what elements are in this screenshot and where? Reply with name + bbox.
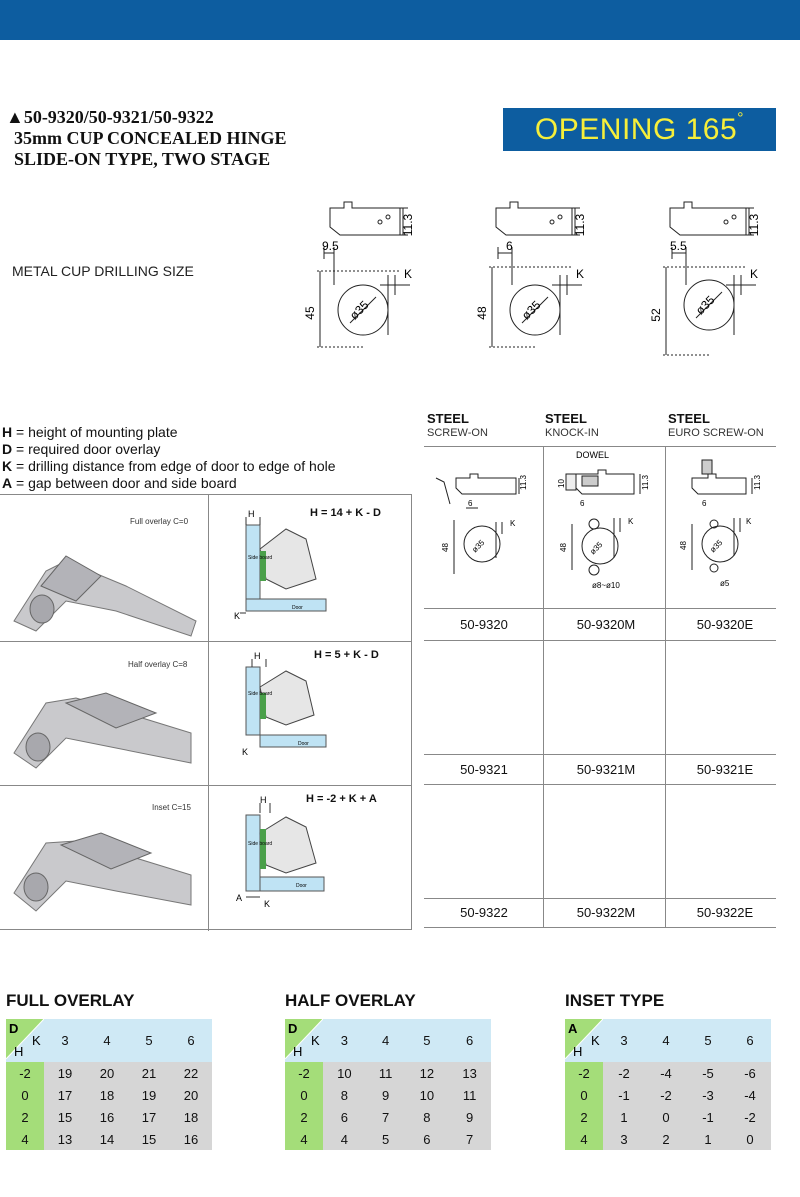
- top-banner: [0, 0, 800, 40]
- height-1: 45: [303, 306, 317, 320]
- height-3: 52: [649, 308, 663, 322]
- table-row: 2 1 0 -1 -2: [565, 1106, 771, 1128]
- degree-symbol: °: [737, 110, 745, 127]
- svg-text:H: H: [260, 795, 267, 805]
- table-corner: [565, 1019, 603, 1062]
- svg-text:11.3: 11.3: [519, 475, 528, 490]
- hinge-photo-2: [6, 673, 202, 783]
- table-row: -2 -2 -4 -5 -6: [565, 1062, 771, 1084]
- legend: [2, 424, 336, 492]
- table-row: 4 13 14 15 16: [6, 1128, 212, 1150]
- svg-text:ø35: ø35: [708, 538, 725, 555]
- svg-text:K: K: [264, 899, 271, 909]
- formula-2: H = 5 + K - D: [314, 649, 379, 661]
- drilling-size-label: METAL CUP DRILLING SIZE: [12, 263, 194, 279]
- svg-text:6: 6: [580, 499, 585, 508]
- svg-text:Side board: Side board: [248, 691, 273, 697]
- offset-3: 5.5: [670, 239, 687, 253]
- drilling-diagram-2: [472, 195, 602, 365]
- half-overlay-table: D K H 3 4 5 6 -2 10 11 12 13 0 8 9 10 11 2 6 7 8 9 4 4 5 6 7: [285, 1019, 491, 1150]
- overlay-caption-2: Half overlay C=8: [128, 660, 188, 669]
- svg-text:ø8~ø10: ø8~ø10: [592, 581, 620, 590]
- k-2: K: [576, 267, 585, 281]
- overlay-caption-3: Inset C=15: [152, 803, 191, 812]
- table-row: 4 4 5 6 7: [285, 1128, 491, 1150]
- installation-diagram-2: [226, 651, 336, 769]
- svg-text:H: H: [248, 509, 255, 519]
- model-50-9321M: 50-9321M: [576, 762, 636, 777]
- k-1: K: [404, 267, 413, 281]
- svg-text:K: K: [32, 1033, 41, 1048]
- title-models: ▲50-9320/50-9321/50-9322: [6, 107, 214, 127]
- table-row: 2 15 16 17 18: [6, 1106, 212, 1128]
- overlay-caption-1: Full overlay C=0: [130, 517, 189, 526]
- overlay-image-table: [0, 494, 412, 930]
- formula-1: H = 14 + K - D: [310, 507, 381, 519]
- svg-text:6: 6: [702, 499, 707, 508]
- plate-height-1: 11.3: [401, 213, 415, 237]
- dia-2: ø35: [518, 297, 544, 323]
- offset-1: 9.5: [322, 239, 339, 253]
- table-corner: [6, 1019, 44, 1062]
- plate-col-head-3: STEEL EURO SCREW-ON: [668, 411, 764, 439]
- svg-text:Door: Door: [292, 605, 303, 611]
- table-row: -2 10 11 12 13: [285, 1062, 491, 1084]
- svg-text:6: 6: [468, 499, 473, 508]
- table-row: 0 8 9 10 11: [285, 1084, 491, 1106]
- svg-text:H: H: [573, 1044, 583, 1059]
- svg-text:10: 10: [557, 479, 566, 488]
- formula-3: H = -2 + K + A: [306, 793, 377, 805]
- full-overlay-table: D K H 3 4 5 6 -2 19 20 21 22 0 17 18 19 20 2 15 16 17 18 4 13 14 15 16: [6, 1019, 212, 1150]
- svg-text:48: 48: [441, 543, 450, 552]
- model-50-9320M: 50-9320M: [576, 617, 636, 632]
- dowel-label: DOWEL: [576, 450, 610, 460]
- plate-height-2: 11.3: [573, 213, 587, 237]
- svg-text:Side board: Side board: [248, 841, 273, 847]
- installation-diagram-1: [226, 509, 336, 627]
- title-description: 35mm CUP CONCEALED HINGE: [14, 128, 287, 148]
- svg-text:48: 48: [559, 543, 568, 552]
- svg-text:H: H: [293, 1044, 303, 1059]
- half-overlay-title: HALF OVERLAY: [285, 991, 416, 1010]
- product-title: [6, 107, 287, 170]
- plate-height-3: 11.3: [747, 213, 761, 237]
- opening-label: OPENING 165: [534, 113, 738, 146]
- legend-item-d: D = required door overlay: [2, 441, 161, 457]
- svg-text:ø35: ø35: [588, 540, 605, 557]
- table-row: 0 -1 -2 -3 -4: [565, 1084, 771, 1106]
- table-row: 2 6 7 8 9: [285, 1106, 491, 1128]
- svg-text:K: K: [628, 517, 634, 526]
- svg-text:K: K: [311, 1033, 320, 1048]
- svg-text:A: A: [236, 893, 243, 903]
- inset-type-title: INSET TYPE: [565, 991, 665, 1010]
- svg-text:H: H: [254, 651, 261, 661]
- svg-text:H: H: [14, 1044, 24, 1059]
- svg-text:K: K: [242, 747, 249, 757]
- table-row: 4 3 2 1 0: [565, 1128, 771, 1150]
- plate-diagram-euro-screw-on: [668, 448, 778, 606]
- model-50-9320E: 50-9320E: [696, 617, 754, 632]
- model-50-9322E: 50-9322E: [696, 905, 754, 920]
- svg-text:ø35: ø35: [470, 538, 487, 555]
- model-50-9321E: 50-9321E: [696, 762, 754, 777]
- installation-diagram-3: [226, 793, 336, 917]
- full-overlay-title: FULL OVERLAY: [6, 991, 135, 1010]
- plate-col-head-2: STEEL KNOCK-IN: [545, 411, 599, 439]
- height-2: 48: [475, 306, 489, 320]
- legend-item-a: A = gap between door and side board: [2, 475, 237, 491]
- model-50-9322: 50-9322: [460, 905, 508, 920]
- table-row: -2 19 20 21 22: [6, 1062, 212, 1084]
- svg-text:Door: Door: [298, 741, 309, 747]
- hinge-photo-3: [6, 813, 202, 923]
- hinge-photo-1: [6, 531, 202, 641]
- inset-type-table: A K H 3 4 5 6 -2 -2 -4 -5 -6 0 -1 -2 -3 -4 2 1 0 -1 -2 4 3 2 1 0: [565, 1019, 771, 1150]
- model-50-9321: 50-9321: [460, 762, 508, 777]
- model-50-9320: 50-9320: [460, 617, 508, 632]
- table-corner: [285, 1019, 323, 1062]
- plate-diagram-screw-on: [426, 448, 542, 606]
- svg-text:K: K: [510, 519, 516, 528]
- svg-text:A: A: [568, 1021, 578, 1036]
- opening-angle-badge: [503, 108, 776, 151]
- svg-text:D: D: [9, 1021, 19, 1036]
- table-row: 0 17 18 19 20: [6, 1084, 212, 1106]
- svg-text:D: D: [288, 1021, 298, 1036]
- legend-item-h: H = height of mounting plate: [2, 424, 178, 440]
- svg-text:11.3: 11.3: [753, 475, 762, 490]
- svg-text:48: 48: [679, 541, 688, 550]
- drilling-diagram-1: [300, 195, 430, 365]
- offset-2: 6: [506, 239, 513, 253]
- plate-diagram-knock-in: [546, 448, 664, 606]
- k-3: K: [750, 267, 759, 281]
- plate-col-head-1: STEEL SCREW-ON: [427, 411, 488, 439]
- svg-text:ø5: ø5: [720, 579, 730, 588]
- svg-text:Side board: Side board: [248, 555, 273, 561]
- title-type: SLIDE-ON TYPE, TWO STAGE: [14, 149, 271, 169]
- svg-text:K: K: [746, 517, 752, 526]
- svg-text:K: K: [591, 1033, 600, 1048]
- drilling-diagram-3: [646, 195, 776, 365]
- svg-text:11.3: 11.3: [641, 475, 650, 490]
- legend-item-k: K = drilling distance from edge of door to edge of hole: [2, 458, 336, 474]
- svg-text:Door: Door: [296, 883, 307, 889]
- model-50-9322M: 50-9322M: [576, 905, 636, 920]
- dia-3: ø35: [692, 292, 718, 318]
- svg-text:K: K: [234, 611, 241, 621]
- dia-1: ø35: [346, 297, 372, 323]
